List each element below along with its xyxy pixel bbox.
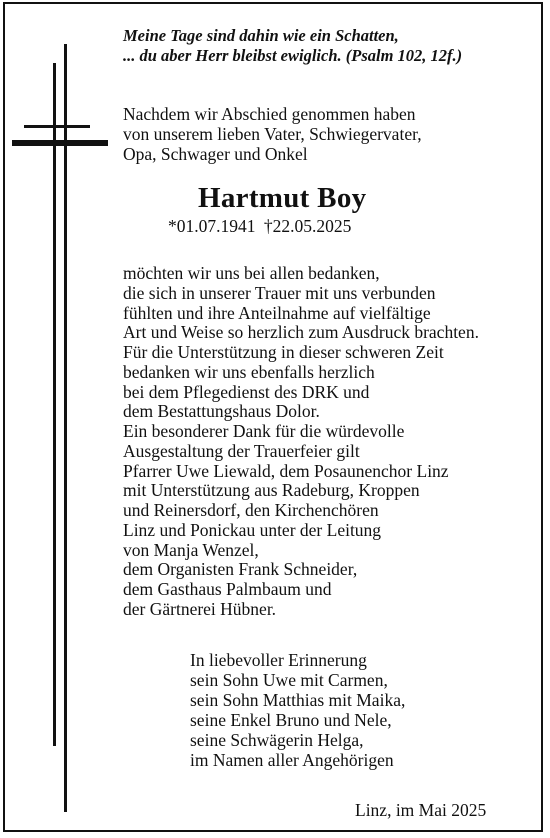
signature-line: In liebevoller Erinnerung [190, 650, 367, 670]
psalm-quote [123, 26, 462, 66]
thanks-line: Linz und Ponickau unter der Leitung [123, 519, 382, 540]
thanks-line: dem Organisten Frank Schneider, [123, 559, 358, 580]
signature-line: sein Sohn Matthias mit Maika, [190, 690, 406, 710]
signature-line: im Namen aller Angehörigen [190, 750, 394, 770]
thanks-line: und Reinersdorf, den Kirchenchören [123, 500, 379, 520]
thanks-line: dem Bestattungshaus Dolor. [123, 401, 320, 422]
cross-vertical-bar [64, 44, 67, 812]
deceased-name: Hartmut Boy [198, 182, 367, 214]
thanks-line: die sich in unserer Trauer mit uns verbunden [123, 282, 436, 303]
cross-horizontal-bar-thin [24, 125, 90, 128]
thanks-line: Ein besonderer Dank für die würdevolle [123, 421, 405, 441]
signature-line: seine Enkel Bruno und Nele, [190, 710, 392, 730]
psalm-quote-line-1: Meine Tage sind dahin wie ein Schatten, [123, 26, 399, 45]
thanks-line: fühlten und ihre Anteilnahme auf vielfältige [123, 302, 431, 323]
thanks-line: möchten wir uns bei allen bedanken, [123, 263, 380, 283]
psalm-quote-line-2: ... du aber Herr bleibst ewiglich. (Psalm 102, 12f.) [123, 46, 463, 65]
intro-line: von unserem lieben Vater, Schwiegervater, [123, 124, 422, 144]
life-dates: *01.07.1941 †22.05.2025 [168, 216, 352, 236]
thanks-line: bedanken wir uns ebenfalls herzlich [123, 361, 375, 382]
thanks-line: von Manja Wenzel, [123, 539, 259, 560]
thanks-line: Für die Unterstützung in dieser schweren Zeit [123, 342, 444, 362]
thanks-text [123, 264, 479, 620]
thanks-line: Art und Weise so herzlich zum Ausdruck brachten. [123, 322, 479, 343]
cross-horizontal-bar-thick [12, 140, 108, 146]
intro-text [123, 104, 422, 164]
intro-line: Nachdem wir Abschied genommen haben [123, 104, 416, 124]
thanks-line: der Gärtnerei Hübner. [123, 598, 277, 619]
thanks-line: Pfarrer Uwe Liewald, dem Posaunenchor Linz [123, 460, 449, 481]
place-and-date: Linz, im Mai 2025 [355, 800, 487, 820]
family-signature [190, 650, 405, 770]
signature-line: seine Schwägerin Helga, [190, 730, 364, 750]
intro-line: Opa, Schwager und Onkel [123, 144, 308, 164]
thanks-line: Ausgestaltung der Trauerfeier gilt [123, 440, 360, 461]
cross-vertical-bar-inner [53, 63, 56, 746]
thanks-line: bei dem Pflegedienst des DRK und [123, 381, 370, 402]
signature-line: sein Sohn Uwe mit Carmen, [190, 670, 388, 690]
thanks-line: mit Unterstützung aus Radeburg, Kroppen [123, 480, 420, 501]
thanks-line: dem Gasthaus Palmbaum und [123, 579, 332, 599]
